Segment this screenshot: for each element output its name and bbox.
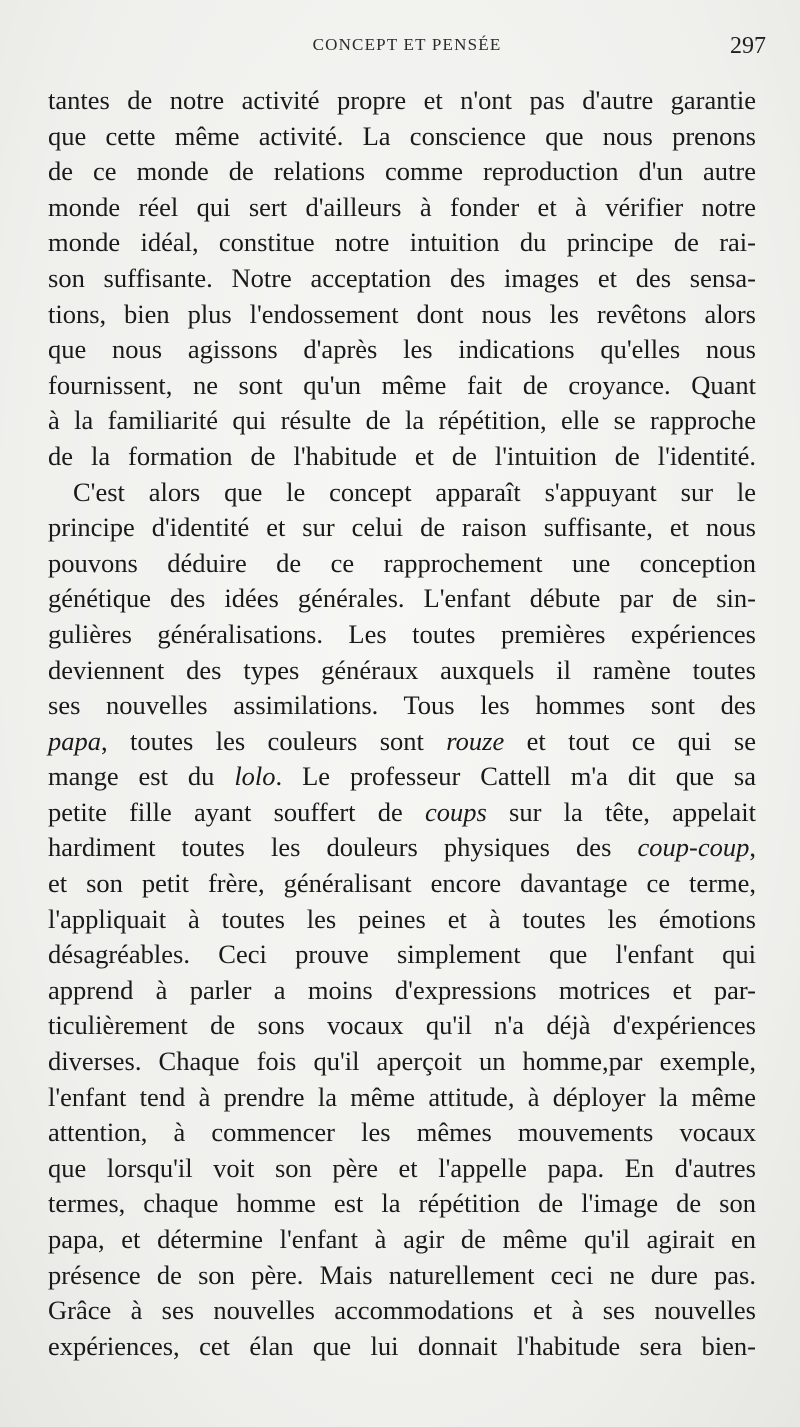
text-line: tions, bien plus l'endossement dont nous les revêtons alors bbox=[48, 298, 756, 329]
text-line: Grâce à ses nouvelles accommodations et à ses nouvelles bbox=[48, 1295, 756, 1326]
text-line: pouvons déduire de ce rapprochement une conception bbox=[48, 547, 756, 578]
text-line: de la formation de l'habitude et de l'intuition de l'identité. bbox=[48, 440, 756, 471]
text-line: tantes de notre activité propre et n'ont pas d'autre garantie bbox=[48, 85, 756, 115]
text-line bbox=[48, 795, 756, 831]
text-line: monde réel qui sert d'ailleurs à fonder et à vérifier notre bbox=[48, 191, 756, 222]
text-segment: et tout ce qui se bbox=[504, 725, 756, 756]
text-line: désagréables. Ceci prouve simplement que l'enfant qui bbox=[48, 939, 756, 970]
text-line: de ce monde de relations comme reproduction d'un autre bbox=[48, 156, 756, 187]
running-title: CONCEPT ET PENSÉE bbox=[312, 35, 502, 54]
text-segment: sur la tête, appelait bbox=[486, 796, 756, 827]
text-segment: . Le professeur Cattell m'a dit que sa bbox=[275, 761, 756, 792]
text-segment: , bbox=[749, 832, 756, 863]
text-line: que cette même activité. La conscience que nous prenons bbox=[48, 120, 756, 151]
text-line: papa, et détermine l'enfant à agir de même qu'il agirait en bbox=[48, 1224, 756, 1254]
body-text bbox=[48, 83, 756, 1364]
text-segment: , toutes les couleurs sont bbox=[101, 725, 447, 756]
text-segment: petite fille ayant souffert de bbox=[48, 796, 425, 827]
text-line: diverses. Chaque fois qu'il aperçoit un homme,par exemple, bbox=[48, 1046, 756, 1077]
text-line: deviennent des types généraux auxquels il ramène toutes bbox=[48, 654, 756, 685]
text-line: l'appliquait à toutes les peines et à toutes les émotions bbox=[48, 903, 756, 934]
text-line: génétique des idées générales. L'enfant débute par de sin- bbox=[48, 583, 756, 614]
page-number: 297 bbox=[730, 33, 766, 59]
text-line bbox=[48, 724, 756, 760]
text-line: présence de son père. Mais naturellement ceci ne dure pas. bbox=[48, 1259, 756, 1290]
italic-word: coups bbox=[425, 796, 487, 827]
text-line: fournissent, ne sont qu'un même fait de croyance. Quant bbox=[48, 369, 756, 400]
text-line bbox=[48, 830, 756, 866]
italic-word: rouze bbox=[446, 725, 505, 756]
text-line bbox=[48, 759, 756, 795]
text-line: apprend à parler a moins d'expressions motrices et par- bbox=[48, 974, 756, 1005]
text-line: principe d'identité et sur celui de raison suffisante, et nous bbox=[48, 512, 756, 543]
text-line: monde idéal, constitue notre intuition du principe de rai- bbox=[48, 227, 756, 258]
text-line: gulières généralisations. Les toutes premières expériences bbox=[48, 618, 756, 649]
italic-word: lolo bbox=[234, 761, 276, 792]
page-header bbox=[48, 33, 766, 63]
italic-word: papa bbox=[48, 725, 101, 756]
text-line: termes, chaque homme est la répétition de l'image de son bbox=[48, 1188, 756, 1219]
text-line: que lorsqu'il voit son père et l'appelle papa. En d'autres bbox=[48, 1152, 756, 1183]
text-line: ses nouvelles assimilations. Tous les hommes sont des bbox=[48, 690, 756, 721]
text-line: à la familiarité qui résulte de la répétition, elle se rapproche bbox=[48, 405, 756, 436]
text-line: expériences, cet élan que lui donnait l'habitude sera bien- bbox=[48, 1330, 756, 1361]
text-segment: mange est du bbox=[48, 761, 235, 792]
text-segment: hardiment toutes les douleurs physiques des bbox=[48, 832, 638, 863]
italic-word: coup-coup bbox=[637, 832, 750, 863]
text-line: ticulièrement de sons vocaux qu'il n'a déjà d'expériences bbox=[48, 1010, 756, 1041]
text-line: C'est alors que le concept apparaît s'appuyant sur le bbox=[73, 476, 756, 507]
text-line: attention, à commencer les mêmes mouvements vocaux bbox=[48, 1117, 756, 1148]
text-line: son suffisante. Notre acceptation des images et des sensa- bbox=[48, 262, 756, 293]
text-line: que nous agissons d'après les indications qu'elles nous bbox=[48, 334, 756, 365]
text-line: et son petit frère, généralisant encore davantage ce terme, bbox=[48, 868, 756, 899]
text-line: l'enfant tend à prendre la même attitude, à déployer la même bbox=[48, 1081, 756, 1112]
